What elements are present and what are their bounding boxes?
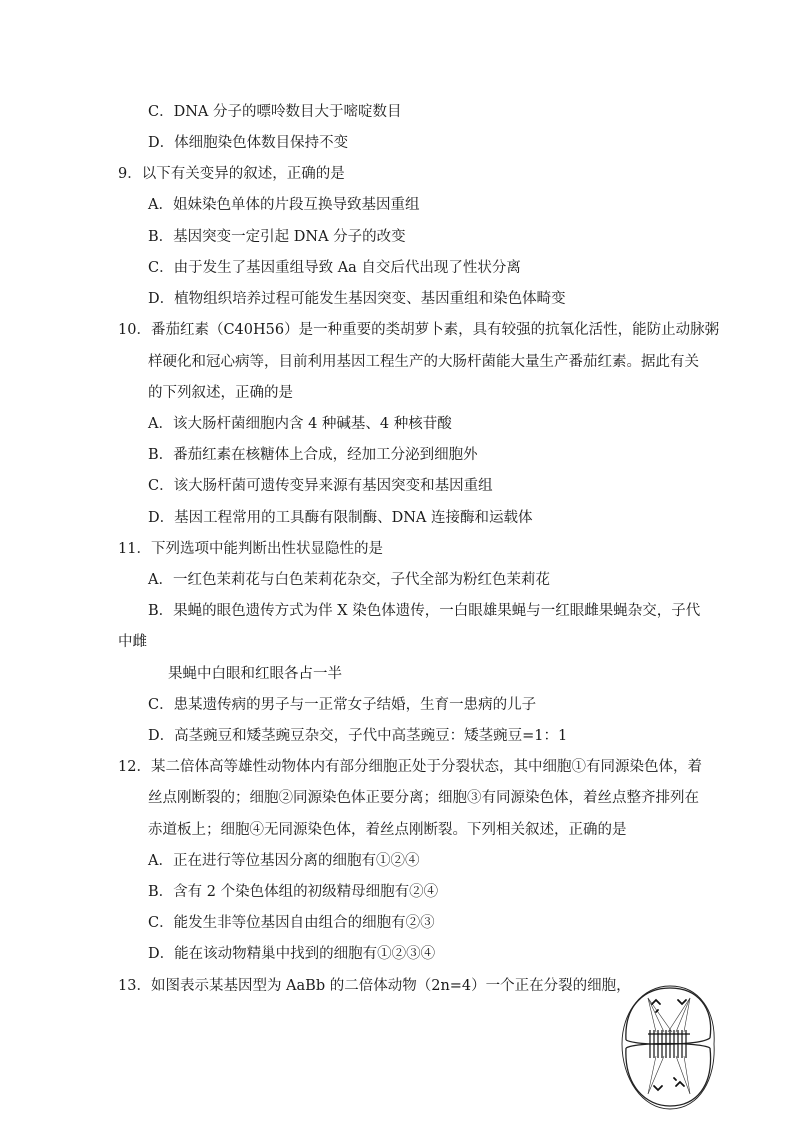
q9-option-a: A．姐妹染色单体的片段互换导致基因重组 [148,197,420,213]
q11-option-b-line1: B．果蝇的眼色遗传方式为伴 X 染色体遗传，一白眼雄果蝇与一红眼雌果蝇杂交，子代 [148,603,701,619]
q11-option-c: C．患某遗传病的男子与一正常女子结婚，生育一患病的儿子 [148,697,537,713]
q10-stem-line2: 样硬化和冠心病等，目前利用基因工程生产的大肠杆菌能大量生产番茄红素。据此有关 [148,354,699,370]
q11-stem: 11．下列选项中能判断出性状显隐性的是 [118,541,383,557]
q12-option-c: C．能发生非等位基因自由组合的细胞有②③ [148,915,435,931]
q10-option-a: A．该大肠杆菌细胞内含 4 种碱基、4 种核苷酸 [148,416,452,432]
chromosomes [652,1000,686,1090]
q12-option-b: B．含有 2 个染色体组的初级精母细胞有②④ [148,884,439,900]
q12-option-d: D．能在该动物精巢中找到的细胞有①②③④ [148,946,436,962]
dividing-cell-figure [618,982,718,1112]
q10-option-b: B．番茄红素在核糖体上合成，经加工分泌到细胞外 [148,447,478,463]
q12-option-a: A．正在进行等位基因分离的细胞有①②④ [148,853,420,869]
q10-stem-line3: 的下列叙述，正确的是 [148,385,293,401]
q9-option-d: D．植物组织培养过程可能发生基因突变、基因重组和染色体畸变 [148,291,566,307]
q11-option-b-line3: 果蝇中白眼和红眼各占一半 [168,666,342,682]
q9-option-c: C．由于发生了基因重组导致 Aa 自交后代出现了性状分离 [148,260,521,276]
q9-option-b: B．基因突变一定引起 DNA 分子的改变 [148,229,406,245]
q10-stem-line1: 10．番茄红素（C40H56）是一种重要的类胡萝卜素，具有较强的抗氧化活性，能防止动脉粥 [118,322,720,338]
q8-option-c: C．DNA 分子的嘌呤数目大于嘧啶数目 [148,104,402,120]
q9-stem: 9．以下有关变异的叙述，正确的是 [118,166,345,182]
q12-stem-line2: 丝点刚断裂的；细胞②同源染色体正要分离；细胞③有同源染色体，着丝点整齐排列在 [148,790,699,806]
q12-stem-line3: 赤道板上；细胞④无同源染色体，着丝点刚断裂。下列相关叙述，正确的是 [148,822,627,838]
q10-option-c: C．该大肠杆菌可遗传变异来源有基因突变和基因重组 [148,478,493,494]
q11-option-a: A．一红色茉莉花与白色茉莉花杂交，子代全部为粉红色茉莉花 [148,572,550,588]
q11-option-b-line2: 中雌 [118,634,147,650]
q10-option-d: D．基因工程常用的工具酶有限制酶、DNA 连接酶和运载体 [148,510,533,526]
q12-stem-line1: 12．某二倍体高等雄性动物体内有部分细胞正处于分裂状态，其中细胞①有同源染色体，着 [118,759,702,775]
q13-stem-line1: 13．如图表示某基因型为 AaBb 的二倍体动物（2n=4）一个正在分裂的细胞， [118,978,631,994]
q8-option-d: D．体细胞染色体数目保持不变 [148,135,349,151]
q11-option-d: D．高茎豌豆和矮茎豌豆杂交，子代中高茎豌豆：矮茎豌豆=1：1 [148,728,568,744]
